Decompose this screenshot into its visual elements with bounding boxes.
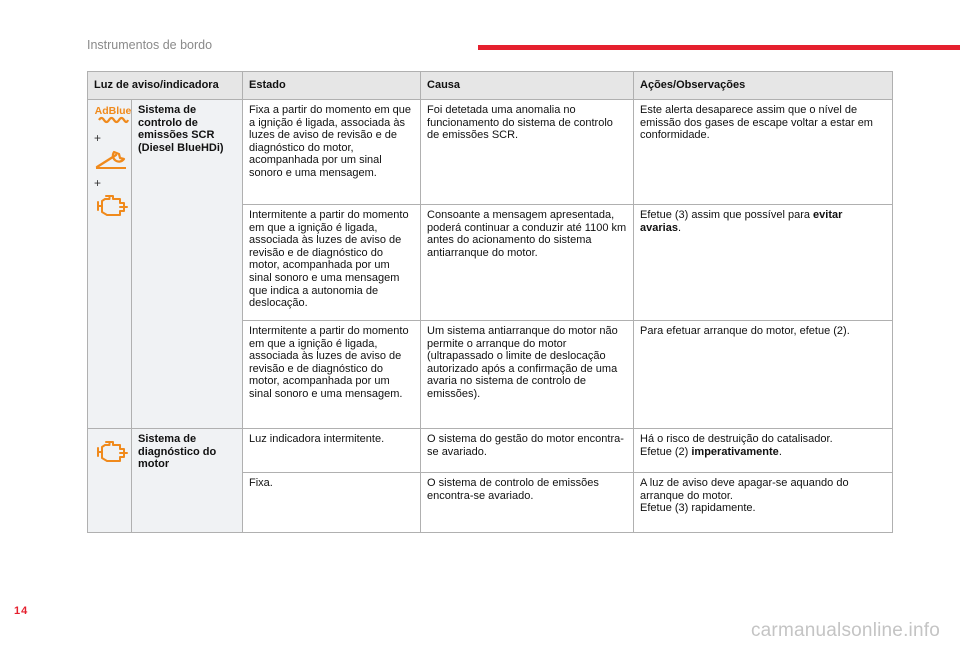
scr-action-3: Para efetuar arranque do motor, efetue (2). xyxy=(634,321,893,429)
engine-cause-2: O sistema de controlo de emissões encontra-se avariado. xyxy=(421,473,634,533)
warning-lights-table xyxy=(87,71,893,533)
column-header-state: Estado xyxy=(243,72,421,100)
service-wrench-icon xyxy=(94,149,130,171)
page-header-title: Instrumentos de bordo xyxy=(87,38,213,52)
scr-cause-1: Foi detetada uma anomalia no funcionamento do sistema de controlo de emissões SCR. xyxy=(421,100,634,205)
engine-action-1 xyxy=(634,429,893,473)
header-accent-bar xyxy=(478,45,960,50)
adblue-icon xyxy=(94,104,132,126)
engine-action-2-line2: Efetue (3) rapidamente. xyxy=(640,502,756,515)
table-header-row xyxy=(88,72,893,100)
engine-action-2-line1: A luz de aviso deve apagar-se aquando do arranque do motor. xyxy=(640,477,849,502)
column-header-light: Luz de aviso/indicadora xyxy=(88,72,243,100)
table-row xyxy=(88,429,893,473)
column-header-cause: Causa xyxy=(421,72,634,100)
scr-cause-2: Consoante a mensagem apresentada, poderá continuar a conduzir até 1100 km antes do acionamento do sistema antiarranque do motor. xyxy=(421,205,634,321)
scr-action-1: Este alerta desaparece assim que o nível de emissão dos gases de escape voltar a estar em conformidade. xyxy=(634,100,893,205)
scr-state-1: Fixa a partir do momento em que a ignição é ligada, associada às luzes de aviso de revisão e de diagnóstico do motor, acompanhada por um sinal sonoro e uma mensagem. xyxy=(243,100,421,205)
engine-check-icon xyxy=(94,439,128,463)
engine-icons-cell xyxy=(88,429,132,533)
adblue-text: AdBlue xyxy=(94,105,132,117)
scr-cause-3: Um sistema antiarranque do motor não permite o arranque do motor (ultrapassado o limite de deslocação autorizado após a confirmação de uma avaria no sistema de controlo de emissões). xyxy=(421,321,634,429)
engine-action-1-text: Efetue (2) xyxy=(640,445,692,458)
scr-action-2-text: Efetue (3) assim que possível para xyxy=(640,209,814,221)
scr-action-2 xyxy=(634,205,893,321)
page-number: 14 xyxy=(14,605,29,617)
engine-cause-1: O sistema do gestão do motor encontra-se avariado. xyxy=(421,429,634,473)
engine-action-1-line1: Há o risco de destruição do catalisador. xyxy=(640,433,833,445)
scr-system-name: Sistema de controlo de emissões SCR (Diesel BlueHDi) xyxy=(132,100,243,429)
plus-sign: + xyxy=(94,175,102,190)
engine-action-1-end: . xyxy=(778,445,782,458)
scr-action-2-bold: evitar avarias xyxy=(640,209,843,234)
scr-state-3: Intermitente a partir do momento em que a ignição é ligada, associada às luzes de aviso de revisão e de diagnóstico do motor, acompanhada por um sinal sonoro e uma mensagem. xyxy=(243,321,421,429)
table-row xyxy=(88,100,893,205)
scr-action-2-end: . xyxy=(677,221,682,234)
plus-sign: + xyxy=(94,131,102,145)
scr-icons-cell xyxy=(88,100,132,429)
engine-state-2: Fixa. xyxy=(243,473,421,533)
engine-action-2 xyxy=(634,473,893,533)
column-header-actions: Ações/Observações xyxy=(634,72,893,100)
scr-state-2: Intermitente a partir do momento em que a ignição é ligada, associada às luzes de aviso de revisão e de diagnóstico do motor, acompanhada por um sinal sonoro e uma mensagem que indica a autonomia de deslocação. xyxy=(243,205,421,321)
engine-state-1: Luz indicadora intermitente. xyxy=(243,429,421,473)
watermark-text: carmanualsonline.info xyxy=(750,620,940,641)
engine-check-icon xyxy=(94,193,128,217)
engine-action-1-bold: imperativamente xyxy=(691,445,779,458)
engine-system-name: Sistema de diagnóstico do motor xyxy=(132,429,243,533)
